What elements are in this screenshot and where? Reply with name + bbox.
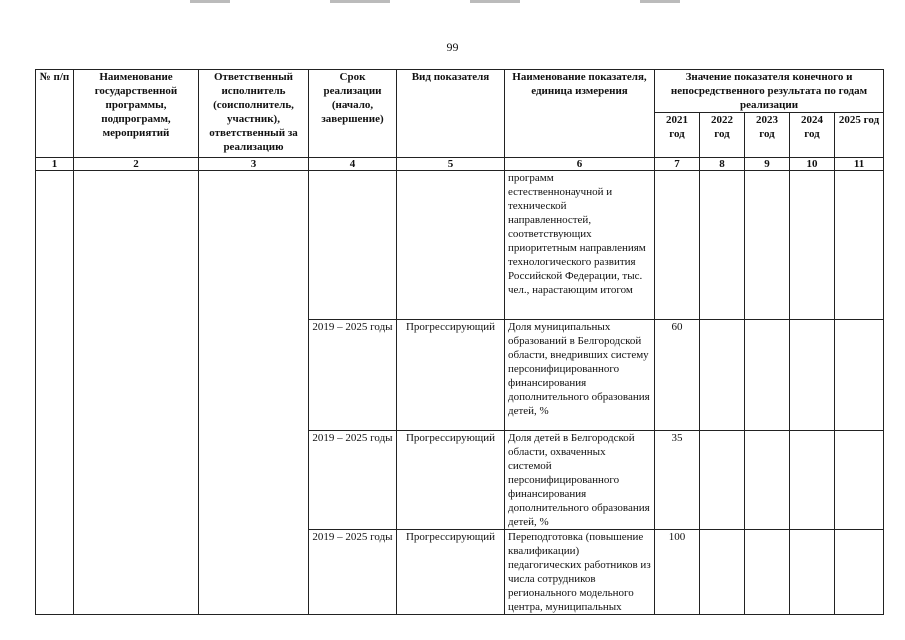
- indicators-table: [35, 69, 884, 615]
- cell-indicator-name: Доля муниципальных образований в Белгородской области, внедривших систему персонифицированного финансирования дополнительного образования детей, %: [505, 320, 655, 431]
- cell-value-2021: 60: [655, 320, 700, 431]
- cell-value-2022: [700, 530, 745, 615]
- header-year: 2022 год: [700, 113, 745, 158]
- column-number: 1: [36, 158, 74, 171]
- cell-value-2024: [790, 171, 835, 320]
- cell-value-2025: [835, 171, 884, 320]
- cell-period: 2019 – 2025 годы: [309, 530, 397, 615]
- cell-value-2022: [700, 320, 745, 431]
- cell-period: 2019 – 2025 годы: [309, 320, 397, 431]
- scan-top-edge: [0, 0, 905, 4]
- column-number: 4: [309, 158, 397, 171]
- column-number: 9: [745, 158, 790, 171]
- page-number: 99: [446, 40, 459, 54]
- cell-program-name: [74, 171, 199, 615]
- cell-value-2021: 35: [655, 431, 700, 530]
- header-period: Срок реализации (начало, завершение): [309, 70, 397, 158]
- header-program-name: Наименование государственной программы, подпрограмм, мероприятий: [74, 70, 199, 158]
- header-row: [36, 70, 884, 113]
- cell-value-2022: [700, 431, 745, 530]
- column-number: 3: [199, 158, 309, 171]
- cell-value-2023: [745, 320, 790, 431]
- header-indicator-type: Вид показателя: [397, 70, 505, 158]
- cell-value-2023: [745, 431, 790, 530]
- column-number: 2: [74, 158, 199, 171]
- column-number: 5: [397, 158, 505, 171]
- cell-value-2024: [790, 530, 835, 615]
- cell-num: [36, 171, 74, 615]
- cell-value-2022: [700, 171, 745, 320]
- cell-value-2021: 100: [655, 530, 700, 615]
- cell-value-2025: [835, 431, 884, 530]
- cell-period: [309, 171, 397, 320]
- cell-period: 2019 – 2025 годы: [309, 431, 397, 530]
- cell-value-2025: [835, 320, 884, 431]
- table-row: [36, 171, 884, 320]
- cell-value-2024: [790, 431, 835, 530]
- cell-value-2023: [745, 171, 790, 320]
- cell-value-2024: [790, 320, 835, 431]
- column-number: 7: [655, 158, 700, 171]
- column-numbers-row: [36, 158, 884, 171]
- header-year: 2023 год: [745, 113, 790, 158]
- column-number: 6: [505, 158, 655, 171]
- cell-indicator-name: программ естественнонаучной и технической направленностей, соответствующих приоритетным направлениям технологического развития Российской Федерации, тыс. чел., нарастающим итогом: [505, 171, 655, 320]
- header-indicator-name: Наименование показателя, единица измерения: [505, 70, 655, 158]
- header-responsible: Ответственный исполнитель (соисполнитель, участник), ответственный за реализацию: [199, 70, 309, 158]
- column-number: 10: [790, 158, 835, 171]
- cell-indicator-type: Прогрессирующий: [397, 320, 505, 431]
- column-number: 11: [835, 158, 884, 171]
- cell-indicator-name: Доля детей в Белгородской области, охваченных системой персонифицированного финансирования дополнительного образования детей, %: [505, 431, 655, 530]
- cell-indicator-type: [397, 171, 505, 320]
- header-year: 2025 год: [835, 113, 884, 158]
- cell-value-2025: [835, 530, 884, 615]
- cell-indicator-type: Прогрессирующий: [397, 530, 505, 615]
- cell-responsible: [199, 171, 309, 615]
- cell-indicator-name: Переподготовка (повышение квалификации) педагогических работников из числа сотрудников регионального модельного центра, муниципальных: [505, 530, 655, 615]
- cell-value-2023: [745, 530, 790, 615]
- header-year: 2024 год: [790, 113, 835, 158]
- column-number: 8: [700, 158, 745, 171]
- header-year: 2021 год: [655, 113, 700, 158]
- header-value-group: Значение показателя конечного и непосредственного результата по годам реализации: [655, 70, 884, 113]
- cell-indicator-type: Прогрессирующий: [397, 431, 505, 530]
- header-num: № п/п: [36, 70, 74, 158]
- cell-value-2021: [655, 171, 700, 320]
